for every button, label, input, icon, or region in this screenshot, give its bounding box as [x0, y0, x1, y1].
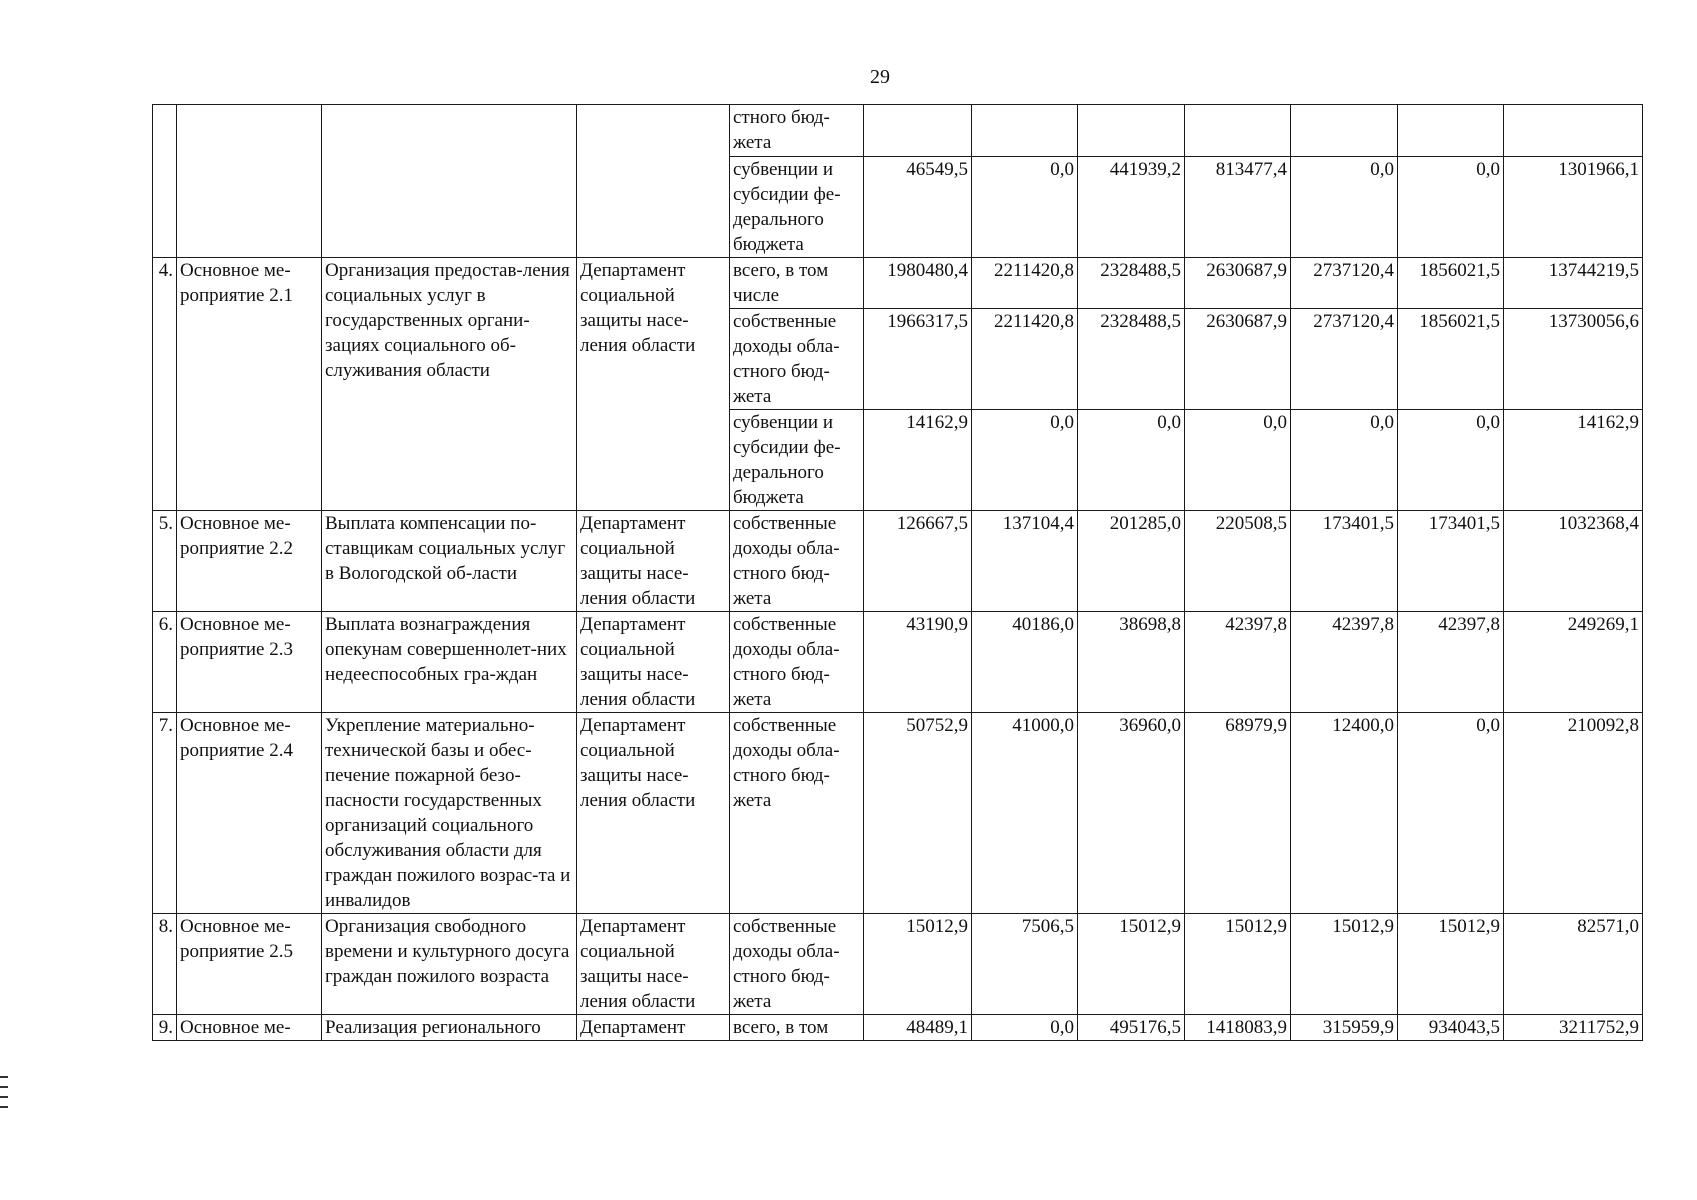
value-cell: [1504, 105, 1643, 157]
table-row: [153, 713, 1643, 914]
value-cell: 41000,0: [972, 713, 1078, 914]
row-number-cell: 7.: [153, 713, 177, 914]
value-cell: 173401,5: [1291, 511, 1398, 612]
value-cell: 249269,1: [1504, 612, 1643, 713]
funding-source-cell: собственные доходы обла-стного бюд-жета: [730, 914, 864, 1015]
value-cell: 0,0: [1398, 410, 1504, 511]
value-cell: 210092,8: [1504, 713, 1643, 914]
value-cell: 68979,9: [1185, 713, 1291, 914]
value-cell: 36960,0: [1078, 713, 1185, 914]
funding-source-cell: всего, в том: [730, 1015, 864, 1041]
value-cell: 315959,9: [1291, 1015, 1398, 1041]
value-cell: 1301966,1: [1504, 157, 1643, 258]
value-cell: 0,0: [1291, 410, 1398, 511]
value-cell: 0,0: [1398, 157, 1504, 258]
executor-cell: Департамент социальной защиты насе-ления области: [577, 713, 730, 914]
funding-source-cell: субвенции и субсидии фе-дерального бюджета: [730, 410, 864, 511]
value-cell: 0,0: [1185, 410, 1291, 511]
margin-tick: [0, 1086, 8, 1088]
measure-title-cell: Реализация регионального: [322, 1015, 577, 1041]
table-row: [153, 258, 1643, 309]
value-cell: 15012,9: [864, 914, 972, 1015]
value-cell: 1966317,5: [864, 309, 972, 410]
value-cell: 13744219,5: [1504, 258, 1643, 309]
measure-title-cell: Организация свободного времени и культурного досуга граждан пожилого возраста: [322, 914, 577, 1015]
value-cell: 2737120,4: [1291, 258, 1398, 309]
funding-source-cell: собственные доходы обла-стного бюд-жета: [730, 309, 864, 410]
value-cell: 934043,5: [1398, 1015, 1504, 1041]
value-cell: 1856021,5: [1398, 258, 1504, 309]
value-cell: [1078, 105, 1185, 157]
value-cell: 3211752,9: [1504, 1015, 1643, 1041]
executor-cell: Департамент: [577, 1015, 730, 1041]
measure-title-cell: Укрепление материально-технической базы и обес-печение пожарной безо-пасности государственных организаций социального обслуживания области для граждан пожилого возрас-та и инвалидов: [322, 713, 577, 914]
value-cell: 82571,0: [1504, 914, 1643, 1015]
value-cell: 495176,5: [1078, 1015, 1185, 1041]
value-cell: [1291, 105, 1398, 157]
executor-cell: [577, 105, 730, 258]
row-number-cell: [153, 105, 177, 258]
measure-title-cell: [322, 105, 577, 258]
table-row: [153, 914, 1643, 1015]
value-cell: 15012,9: [1398, 914, 1504, 1015]
executor-cell: Департамент социальной защиты насе-ления области: [577, 258, 730, 511]
value-cell: 0,0: [1398, 713, 1504, 914]
budget-table-body: [153, 105, 1643, 1041]
value-cell: 46549,5: [864, 157, 972, 258]
value-cell: 2630687,9: [1185, 258, 1291, 309]
value-cell: 137104,4: [972, 511, 1078, 612]
funding-source-cell: собственные доходы обла-стного бюд-жета: [730, 511, 864, 612]
value-cell: 2211420,8: [972, 258, 1078, 309]
measure-name-cell: Основное ме-роприятие 2.1: [177, 258, 322, 511]
value-cell: 50752,9: [864, 713, 972, 914]
measure-name-cell: [177, 105, 322, 258]
value-cell: 0,0: [1291, 157, 1398, 258]
value-cell: 42397,8: [1291, 612, 1398, 713]
value-cell: 15012,9: [1185, 914, 1291, 1015]
measure-name-cell: Основное ме-: [177, 1015, 322, 1041]
value-cell: 0,0: [972, 157, 1078, 258]
value-cell: [972, 105, 1078, 157]
value-cell: 0,0: [1078, 410, 1185, 511]
measure-title-cell: Выплата вознаграждения опекунам совершеннолет-них недееспособных гра-ждан: [322, 612, 577, 713]
executor-cell: Департамент социальной защиты насе-ления области: [577, 511, 730, 612]
funding-source-cell: стного бюд-жета: [730, 105, 864, 157]
margin-tick: [0, 1096, 8, 1098]
value-cell: 1032368,4: [1504, 511, 1643, 612]
executor-cell: Департамент социальной защиты насе-ления области: [577, 612, 730, 713]
value-cell: 14162,9: [864, 410, 972, 511]
funding-source-cell: всего, в том числе: [730, 258, 864, 309]
value-cell: 0,0: [972, 1015, 1078, 1041]
value-cell: 12400,0: [1291, 713, 1398, 914]
value-cell: 2328488,5: [1078, 309, 1185, 410]
value-cell: 173401,5: [1398, 511, 1504, 612]
funding-source-cell: собственные доходы обла-стного бюд-жета: [730, 713, 864, 914]
value-cell: 7506,5: [972, 914, 1078, 1015]
measure-title-cell: Организация предостав-ления социальных услуг в государственных органи-зациях социального об-служивания области: [322, 258, 577, 511]
value-cell: 441939,2: [1078, 157, 1185, 258]
table-row: [153, 511, 1643, 612]
value-cell: 15012,9: [1291, 914, 1398, 1015]
measure-name-cell: Основное ме-роприятие 2.2: [177, 511, 322, 612]
row-number-cell: 6.: [153, 612, 177, 713]
value-cell: [864, 105, 972, 157]
value-cell: 15012,9: [1078, 914, 1185, 1015]
value-cell: 38698,8: [1078, 612, 1185, 713]
measure-name-cell: Основное ме-роприятие 2.3: [177, 612, 322, 713]
value-cell: 2328488,5: [1078, 258, 1185, 309]
value-cell: 13730056,6: [1504, 309, 1643, 410]
table-row: [153, 612, 1643, 713]
margin-tick: [0, 1106, 8, 1108]
budget-table: [152, 104, 1643, 1041]
value-cell: 40186,0: [972, 612, 1078, 713]
value-cell: 0,0: [972, 410, 1078, 511]
value-cell: 42397,8: [1398, 612, 1504, 713]
measure-name-cell: Основное ме-роприятие 2.4: [177, 713, 322, 914]
measure-name-cell: Основное ме-роприятие 2.5: [177, 914, 322, 1015]
funding-source-cell: собственные доходы обла-стного бюд-жета: [730, 612, 864, 713]
value-cell: 813477,4: [1185, 157, 1291, 258]
value-cell: 48489,1: [864, 1015, 972, 1041]
value-cell: 42397,8: [1185, 612, 1291, 713]
value-cell: 220508,5: [1185, 511, 1291, 612]
row-number-cell: 5.: [153, 511, 177, 612]
value-cell: [1398, 105, 1504, 157]
value-cell: 1856021,5: [1398, 309, 1504, 410]
value-cell: 201285,0: [1078, 511, 1185, 612]
value-cell: 2211420,8: [972, 309, 1078, 410]
margin-tick: [0, 1076, 8, 1078]
table-row: [153, 105, 1643, 157]
table-row: [153, 1015, 1643, 1041]
value-cell: 126667,5: [864, 511, 972, 612]
row-number-cell: 4.: [153, 258, 177, 511]
value-cell: 14162,9: [1504, 410, 1643, 511]
value-cell: [1185, 105, 1291, 157]
value-cell: 43190,9: [864, 612, 972, 713]
value-cell: 1980480,4: [864, 258, 972, 309]
value-cell: 1418083,9: [1185, 1015, 1291, 1041]
value-cell: 2737120,4: [1291, 309, 1398, 410]
row-number-cell: 8.: [153, 914, 177, 1015]
executor-cell: Департамент социальной защиты насе-ления области: [577, 914, 730, 1015]
page-number: 29: [870, 66, 890, 88]
measure-title-cell: Выплата компенсации по-ставщикам социальных услуг в Вологодской об-ласти: [322, 511, 577, 612]
funding-source-cell: субвенции и субсидии фе-дерального бюджета: [730, 157, 864, 258]
value-cell: 2630687,9: [1185, 309, 1291, 410]
row-number-cell: 9.: [153, 1015, 177, 1041]
